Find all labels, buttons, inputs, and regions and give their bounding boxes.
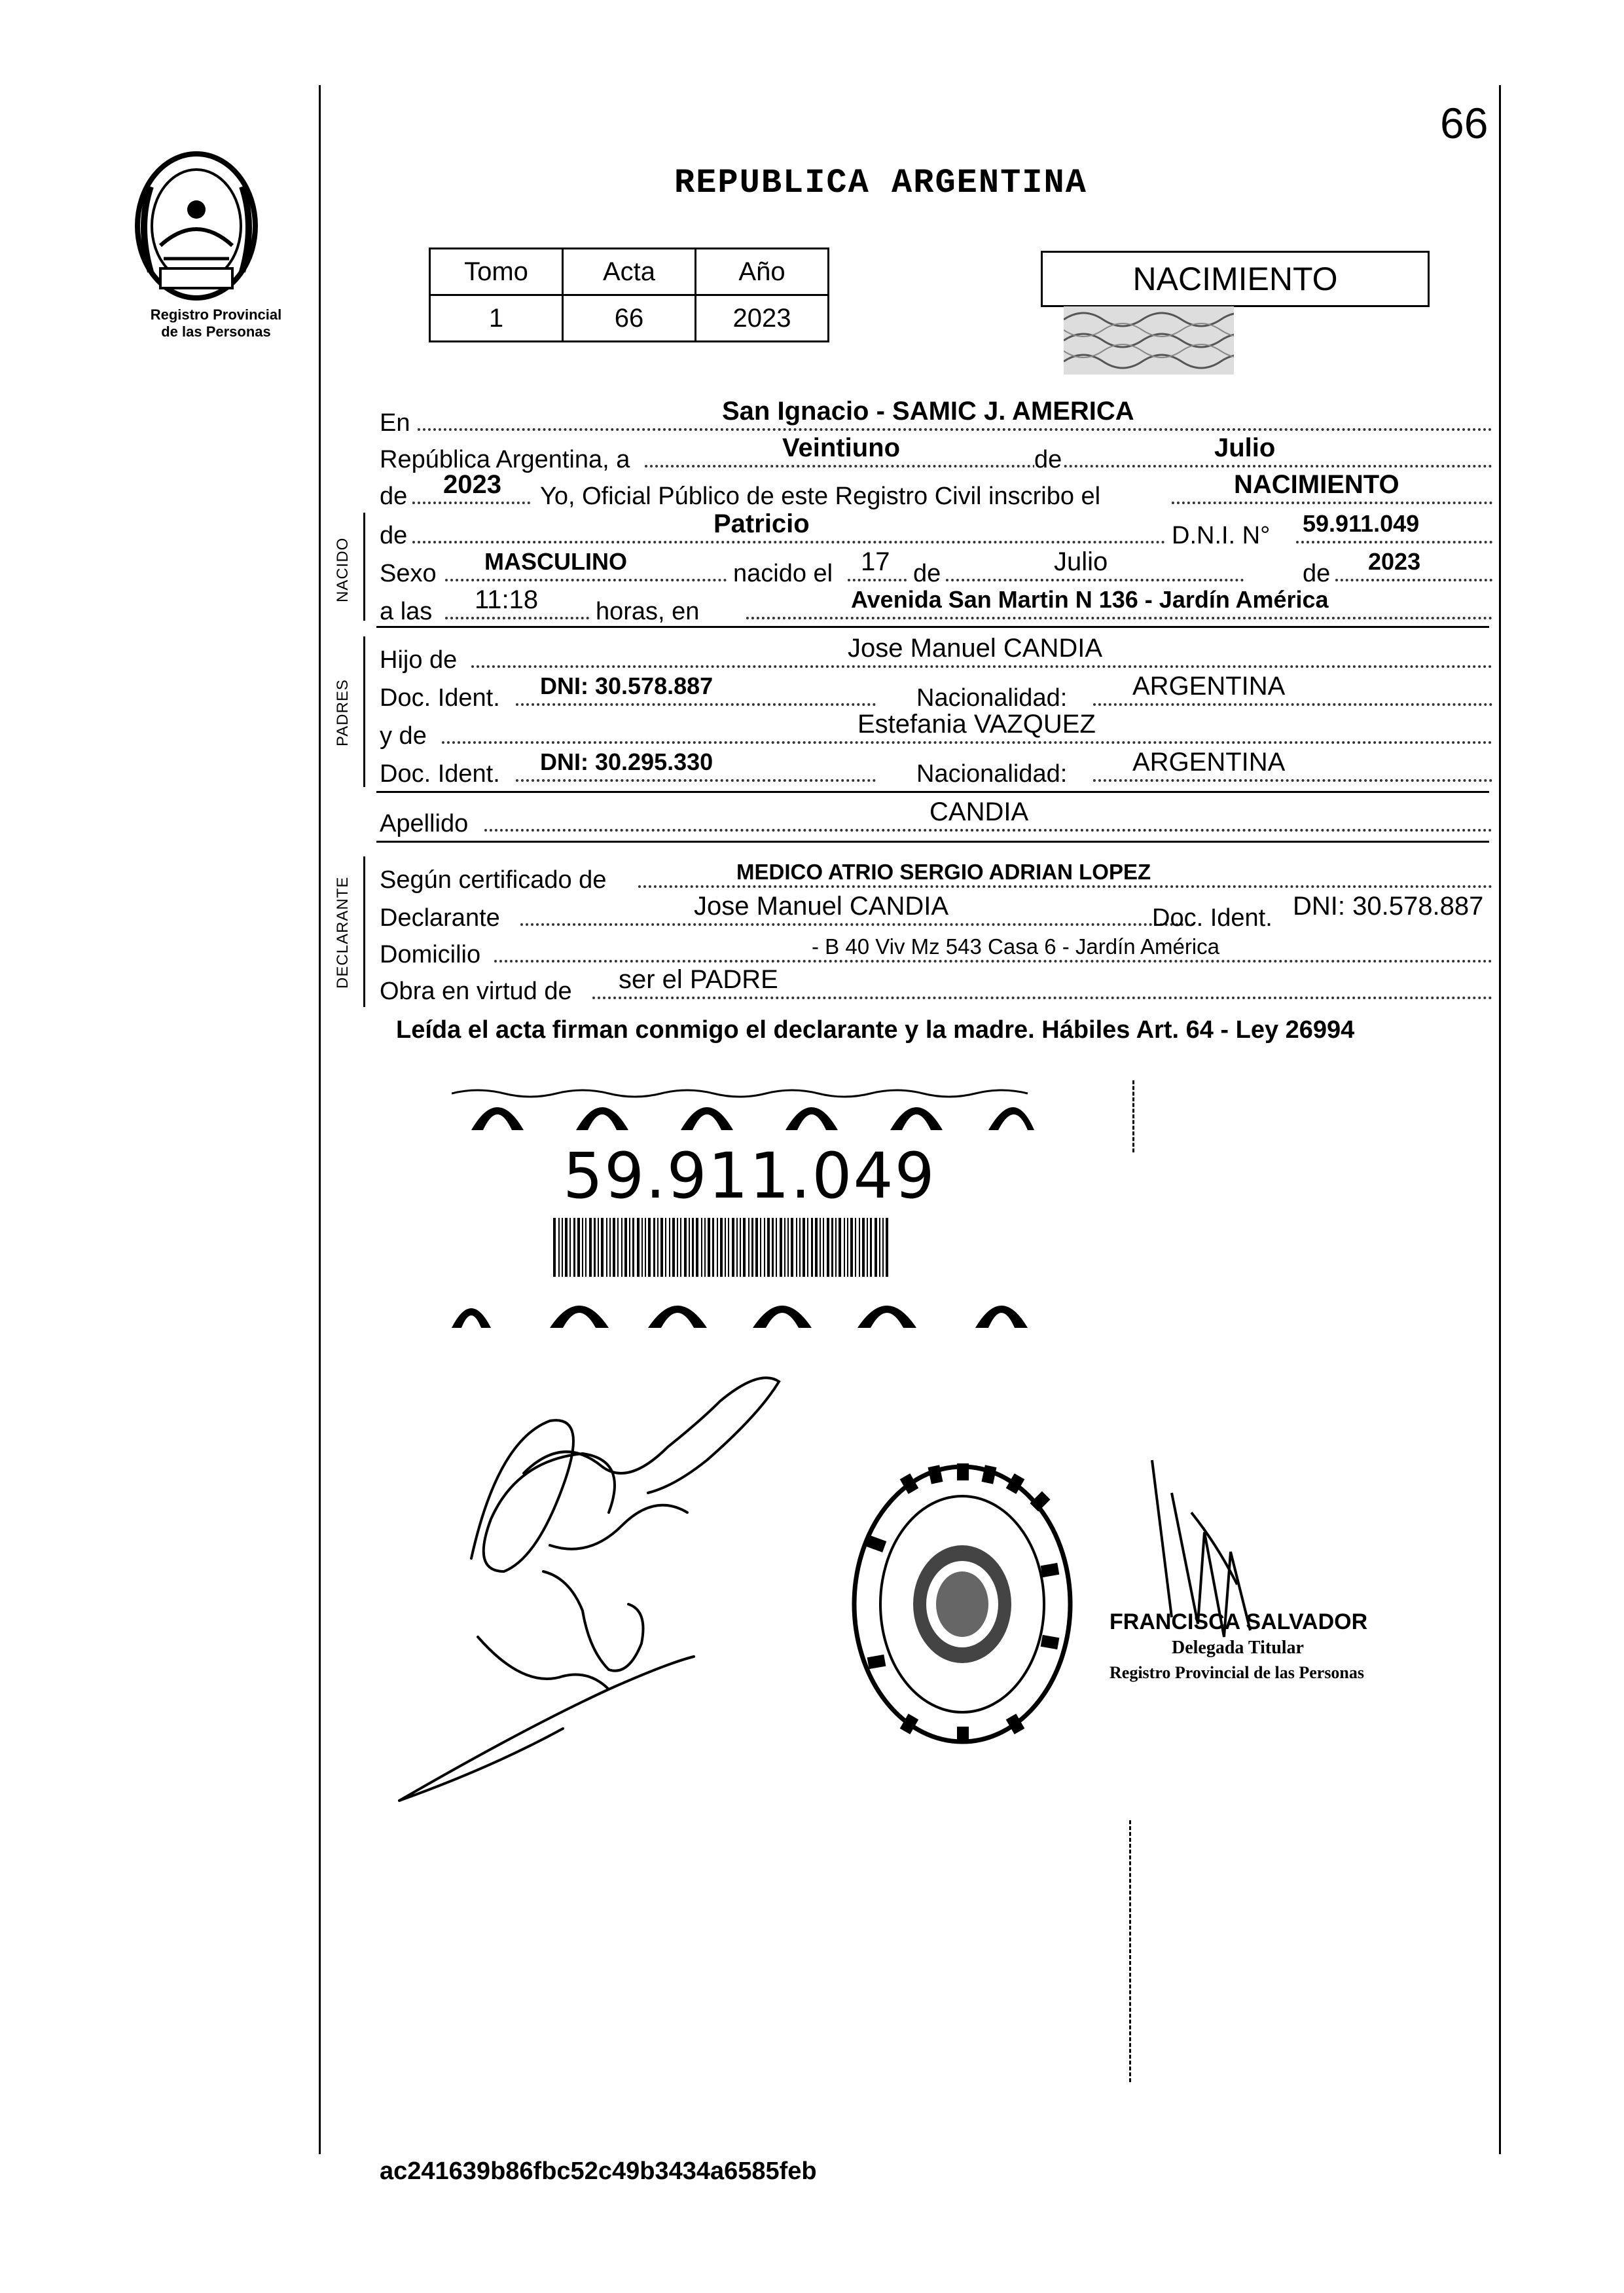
mother-nac-label: Nacionalidad: [916, 760, 1068, 788]
barcode-bar [748, 1218, 749, 1277]
barcode-bar [585, 1218, 586, 1277]
barcode [553, 1218, 893, 1277]
fingerprint-pattern-top [452, 1087, 1034, 1131]
barcode-bar [743, 1218, 746, 1277]
mother-doc: DNI: 30.295.330 [540, 748, 713, 775]
barcode-bar [558, 1218, 560, 1277]
barcode-bar [850, 1218, 853, 1277]
anio-header: Año [696, 249, 829, 295]
barcode-bar [665, 1218, 666, 1277]
row-declarante [380, 893, 1492, 930]
row-nacido-name [380, 511, 1492, 547]
row-mother-doc [380, 749, 1492, 786]
de-label-2: de [913, 560, 941, 587]
barcode-bar [764, 1218, 765, 1277]
row-hijo [380, 635, 1492, 672]
en-value: San Ignacio - SAMIC J. AMERICA [722, 397, 1134, 426]
apellido-divider [376, 841, 1489, 843]
sexo-value: MASCULINO [484, 548, 627, 575]
dni-value: 59.911.049 [1303, 510, 1420, 537]
dash-marker-1 [1132, 1080, 1134, 1152]
barcode-bar [811, 1218, 813, 1277]
birth-year: 2023 [1368, 548, 1421, 575]
barcode-bar [803, 1218, 805, 1277]
barcode-bar [609, 1218, 611, 1277]
record-type-box: NACIMIENTO [1041, 251, 1430, 307]
sexo-label: Sexo [380, 560, 437, 587]
barcode-bar [582, 1218, 583, 1277]
father-name: Jose Manuel CANDIA [848, 634, 1103, 663]
domicilio-label: Domicilio [380, 941, 481, 968]
barcode-bar [660, 1218, 663, 1277]
barcode-bar [653, 1218, 655, 1277]
barcode-bar [855, 1218, 856, 1277]
official-role: Delegada Titular [1172, 1638, 1304, 1658]
barcode-bar [606, 1218, 607, 1277]
barcode-bar [637, 1218, 640, 1277]
left-margin-rule [319, 85, 321, 2154]
country-title: REPUBLICA ARGENTINA [674, 164, 1087, 202]
month-value: Julio [1214, 433, 1276, 462]
barcode-bar [780, 1218, 782, 1277]
barcode-number: 59.911.049 [563, 1139, 936, 1213]
security-guilloche-pattern [1064, 306, 1234, 375]
barcode-bar [875, 1218, 877, 1277]
page-number: 66 [1440, 99, 1489, 147]
act-value: NACIMIENTO [1234, 470, 1399, 499]
barcode-bar [717, 1218, 718, 1277]
barcode-bar [629, 1218, 630, 1277]
registry-line-2: de las Personas [161, 323, 271, 340]
barcode-bar [862, 1218, 865, 1277]
barcode-bar [696, 1218, 698, 1277]
barcode-bar [641, 1218, 643, 1277]
barcode-bar [867, 1218, 868, 1277]
day-value: Veintiuno [782, 433, 900, 462]
dash-marker-2 [1129, 1820, 1131, 2082]
barcode-bar [624, 1218, 627, 1277]
padres-divider [376, 791, 1489, 793]
registry-line-1: Registro Provincial [150, 306, 282, 323]
row-sexo [380, 549, 1492, 585]
nacido-el-label: nacido el [733, 560, 833, 587]
barcode-bar [751, 1218, 753, 1277]
barcode-bar [847, 1218, 848, 1277]
barcode-bar [776, 1218, 777, 1277]
barcode-bar [569, 1218, 571, 1277]
officer-text: Yo, Oficial Público de este Registro Civil inscribo el [540, 483, 1101, 510]
barcode-bar [886, 1218, 888, 1277]
barcode-bar [601, 1218, 604, 1277]
certificado-value: MEDICO ATRIO SERGIO ADRIAN LOPEZ [736, 860, 1151, 884]
nacido-section-label: NACIDO [334, 537, 352, 602]
anio-value: 2023 [696, 295, 829, 342]
right-margin-rule [1499, 85, 1501, 2154]
row-apellido [380, 799, 1492, 835]
barcode-bar [839, 1218, 841, 1277]
certificado-label: Según certificado de [380, 866, 607, 894]
y-de-label: y de [380, 722, 427, 750]
barcode-bar [755, 1218, 758, 1277]
barcode-bar [736, 1218, 738, 1277]
declarante-doc-label: Doc. Ident. [1152, 904, 1272, 932]
barcode-bar [621, 1218, 623, 1277]
obra-label: Obra en virtud de [380, 978, 572, 1005]
barcode-bar [669, 1218, 670, 1277]
barcode-bar [820, 1218, 821, 1277]
apellido-value: CANDIA [929, 798, 1029, 826]
barcode-bar [573, 1218, 575, 1277]
hijo-label: Hijo de [380, 646, 458, 674]
barcode-bar [677, 1218, 678, 1277]
row-year [380, 471, 1492, 508]
province-seal-logo [124, 147, 268, 304]
a-las-label: a las [380, 598, 433, 625]
declarante-label: Declarante [380, 904, 500, 932]
domicilio-value: - B 40 Viv Mz 543 Casa 6 - Jardín América [812, 934, 1219, 959]
mother-name: Estefania VAZQUEZ [857, 710, 1096, 739]
declarante-section-label: DECLARANTE [334, 876, 352, 989]
padres-bracket [363, 636, 365, 787]
en-label: En [380, 409, 410, 437]
row-obra [380, 966, 1492, 1003]
father-nac-label: Nacionalidad: [916, 684, 1068, 712]
father-nationality: ARGENTINA [1132, 672, 1286, 701]
acta-value: 66 [563, 295, 696, 342]
barcode-bar [657, 1218, 659, 1277]
tomo-value: 1 [430, 295, 563, 342]
declarante-bracket [363, 856, 365, 1007]
barcode-bar [565, 1218, 568, 1277]
mother-nationality: ARGENTINA [1132, 748, 1286, 777]
barcode-bar [562, 1218, 563, 1277]
barcode-bar [784, 1218, 785, 1277]
declarant-signature [393, 1362, 812, 1807]
barcode-bar [598, 1218, 599, 1277]
barcode-bar [799, 1218, 801, 1277]
row-y-de [380, 711, 1492, 748]
official-name: FRANCISCA SALVADOR [1110, 1609, 1368, 1634]
barcode-bar [648, 1218, 651, 1277]
nacido-bracket [363, 513, 365, 621]
barcode-bar [712, 1218, 714, 1277]
barcode-bar [632, 1218, 634, 1277]
barcode-bar [577, 1218, 580, 1277]
barcode-bar [613, 1218, 615, 1277]
de-label: de [1034, 441, 1062, 478]
barcode-bar [553, 1218, 556, 1277]
row-father-doc [380, 673, 1492, 710]
barcode-bar [870, 1218, 872, 1277]
barcode-bar [708, 1218, 710, 1277]
de-label-3: de [1303, 560, 1331, 587]
fingerprint-pattern-bottom [452, 1283, 1034, 1329]
de2-label: de [380, 483, 408, 510]
barcode-bar [823, 1218, 824, 1277]
birth-month: Julio [1054, 547, 1108, 576]
padres-section-label: PADRES [334, 679, 352, 746]
barcode-bar [701, 1218, 702, 1277]
barcode-bar [815, 1218, 818, 1277]
barcode-bar [831, 1218, 833, 1277]
official-round-stamp [844, 1457, 1080, 1752]
horas-label: horas, en [596, 598, 700, 625]
birth-day: 17 [861, 547, 890, 576]
barcode-bar [882, 1218, 884, 1277]
barcode-bar [680, 1218, 681, 1277]
row-domicilio [380, 930, 1492, 966]
row-certificado [380, 855, 1492, 892]
closing-statement: Leída el acta firman conmigo el declarante y la madre. Hábiles Art. 64 - Ley 26994 [396, 1016, 1355, 1044]
barcode-bar [689, 1218, 690, 1277]
barcode-bar [732, 1218, 734, 1277]
declarante-value: Jose Manuel CANDIA [694, 892, 949, 921]
barcode-bar [787, 1218, 789, 1277]
nacido-de-label: de [380, 522, 408, 549]
barcode-bar [725, 1218, 726, 1277]
year-value: 2023 [443, 470, 501, 499]
barcode-bar [740, 1218, 741, 1277]
barcode-bar [672, 1218, 675, 1277]
row-hora [380, 587, 1492, 623]
barcode-bar [796, 1218, 797, 1277]
barcode-bar [760, 1218, 761, 1277]
barcode-bar [879, 1218, 880, 1277]
tomo-header: Tomo [430, 249, 563, 295]
barcode-bar [645, 1218, 646, 1277]
barcode-bar [827, 1218, 829, 1277]
official-office: Registro Provincial de las Personas [1110, 1663, 1365, 1682]
mother-doc-label: Doc. Ident. [380, 760, 500, 788]
row-en [380, 398, 1492, 435]
father-doc-label: Doc. Ident. [380, 684, 500, 712]
barcode-bar [692, 1218, 694, 1277]
republica-label: República Argentina, a [380, 446, 630, 473]
father-doc: DNI: 30.578.887 [540, 672, 713, 699]
barcode-bar [704, 1218, 706, 1277]
acta-header: Acta [563, 249, 696, 295]
obra-value: ser el PADRE [619, 965, 778, 994]
hour-value: 11:18 [475, 585, 539, 614]
barcode-bar [807, 1218, 808, 1277]
register-table [429, 248, 829, 342]
barcode-bar [617, 1218, 619, 1277]
barcode-bar [772, 1218, 774, 1277]
nacido-divider [376, 626, 1489, 628]
barcode-bar [589, 1218, 592, 1277]
barcode-bar [767, 1218, 770, 1277]
barcode-bar [844, 1218, 845, 1277]
apellido-label: Apellido [380, 810, 469, 837]
name-value: Patricio [713, 509, 810, 538]
birth-place: Avenida San Martin N 136 - Jardín América [851, 586, 1329, 613]
barcode-bar [835, 1218, 837, 1277]
dni-label: D.N.I. N° [1172, 522, 1271, 549]
barcode-bar [720, 1218, 723, 1277]
barcode-bar [684, 1218, 687, 1277]
barcode-bar [594, 1218, 596, 1277]
barcode-bar [791, 1218, 793, 1277]
barcode-bar [728, 1218, 729, 1277]
declarante-doc: DNI: 30.578.887 [1293, 892, 1484, 921]
document-hash: ac241639b86fbc52c49b3434a6585feb [380, 2157, 817, 2185]
barcode-bar [859, 1218, 860, 1277]
